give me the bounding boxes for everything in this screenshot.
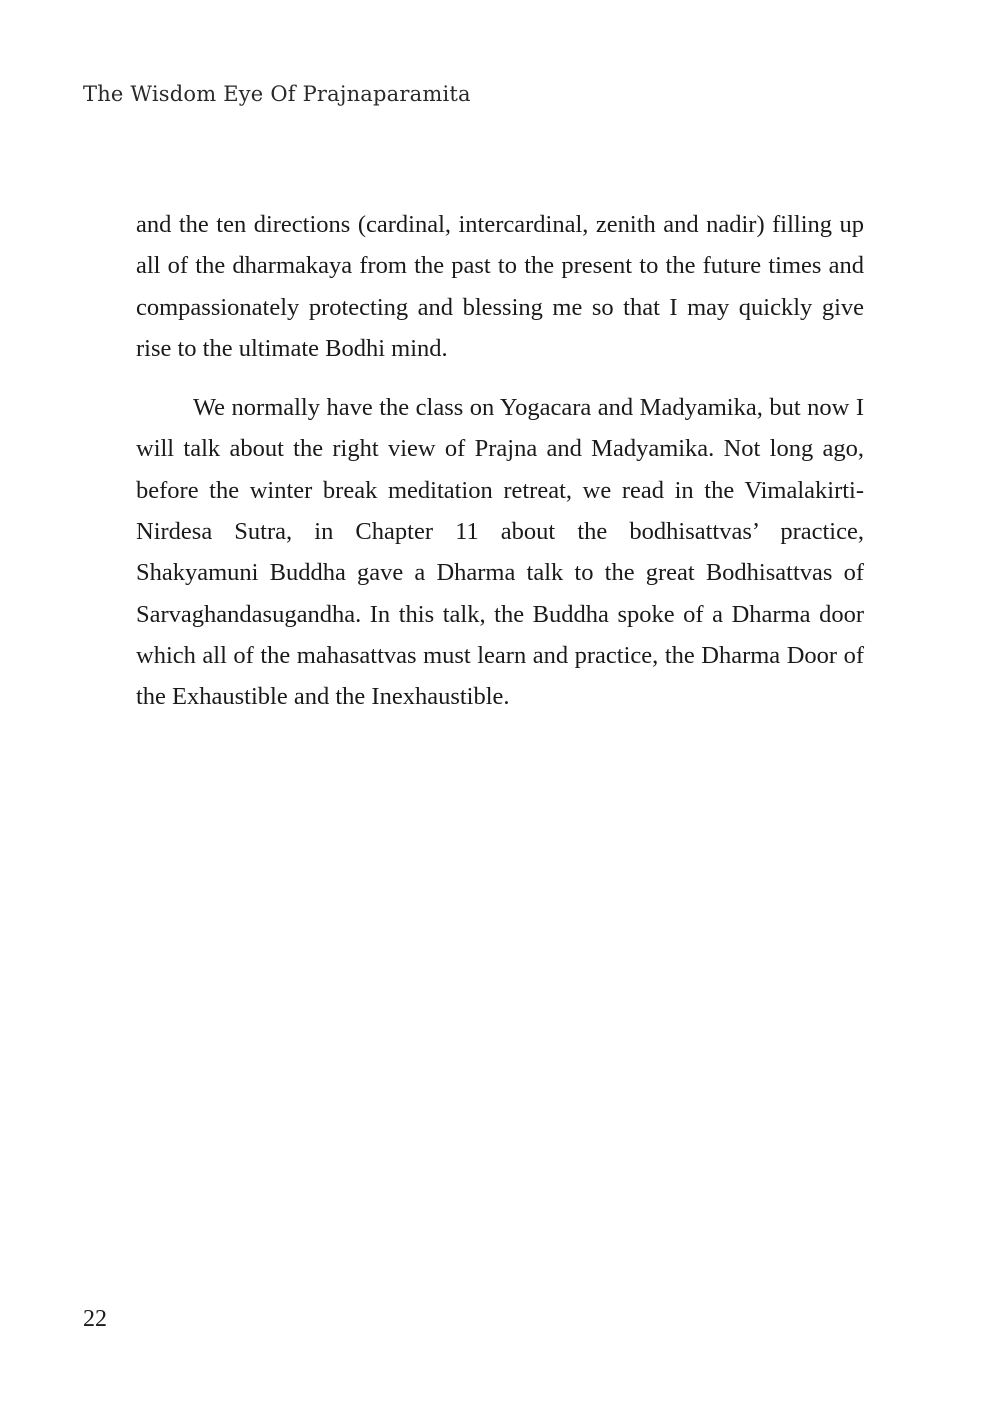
paragraph-continued: and the ten directions (cardinal, intercardinal, zenith and nadir) filling up all of the dharmakaya from the past to the present to the future times and compassionately protecting and blessing me so that I may quickly give rise to the ultimate Bodhi mind. xyxy=(136,211,864,362)
paragraph-indented: We normally have the class on Yogacara and Madyamika, but now I will talk about the right view of Prajna and Madyamika. Not long ago, before the winter break meditation retreat, we read in the Vimalakirti-Nirdesa Sutra, in Chapter 11 about the bodhisattvas’ practice, Shakyamuni Buddha gave a Dharma talk to the great Bodhisattvas of Sarvaghandasugandha. In this talk, the Buddha spoke of a Dharma door which all of the mahasattvas must learn and practice, the Dharma Door of the Exhaustible and the Inexhaustible. xyxy=(136,394,864,711)
page-number: 22 xyxy=(83,1306,107,1332)
body-text xyxy=(136,204,864,718)
running-header-title: The Wisdom Eye Of Prajnaparamita xyxy=(83,82,471,106)
